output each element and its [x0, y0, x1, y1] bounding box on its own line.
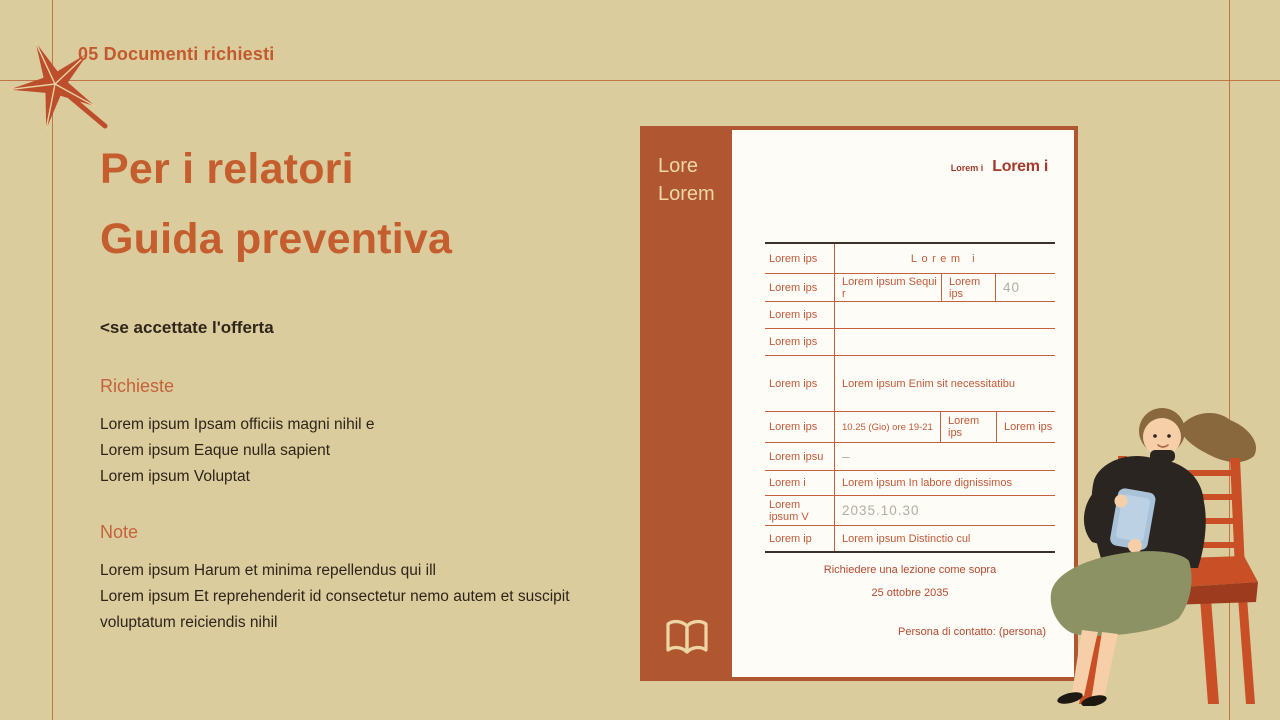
- row-label: Lorem ips: [765, 274, 835, 301]
- section-list-note: [100, 558, 570, 636]
- table-row: [765, 356, 1055, 412]
- slide-title: [100, 134, 452, 274]
- table-row: [765, 329, 1055, 356]
- table-row: [765, 443, 1055, 471]
- row-cell: –: [842, 449, 851, 464]
- table-row: [765, 526, 1055, 553]
- document-footer-line1: Richiedere una lezione come sopra: [823, 564, 997, 576]
- table-row: [765, 412, 1055, 443]
- row-cell: 10.25 (Gio) ore 19-21: [835, 412, 941, 442]
- row-cell: Lorem ipsum Distinctio cul: [842, 532, 971, 545]
- table-row: [765, 274, 1055, 302]
- row-cell: [835, 329, 1055, 355]
- row-cell: Lorem ips: [941, 412, 997, 442]
- page-header-large: Lorem i: [992, 158, 1048, 175]
- section-heading-richieste: Richieste: [100, 376, 175, 396]
- slide-kicker: 05 Documenti richiesti: [78, 44, 275, 64]
- row-label: Lorem ipsu: [765, 443, 835, 470]
- list-item: Lorem ipsum Ipsam officiis magni nihil e: [100, 416, 375, 433]
- document-page: [732, 130, 1074, 677]
- document-sidebar: [640, 126, 732, 681]
- row-label: Lorem ips: [765, 356, 835, 411]
- row-label: Lorem i: [765, 471, 835, 495]
- table-row: [765, 471, 1055, 496]
- document-footer-line2: 25 ottobre 2035: [871, 587, 949, 599]
- table-row: [765, 496, 1055, 526]
- row-cell: Lorem ips: [1004, 421, 1053, 433]
- section-list-richieste: [100, 412, 570, 490]
- row-label: Lorem ips: [765, 412, 835, 442]
- row-cell: [835, 302, 1055, 328]
- document-table: [765, 242, 1055, 553]
- row-value: Lorem i: [910, 252, 980, 265]
- list-item: Lorem ipsum Voluptat: [100, 468, 250, 485]
- row-label: Lorem ips: [765, 329, 835, 355]
- row-cell: Lorem ipsum Sequi r: [835, 274, 942, 301]
- sidebar-title-line1: Lore: [658, 155, 699, 177]
- row-label: Lorem ip: [765, 526, 835, 551]
- list-item: Lorem ipsum Et reprehenderit id consectetur nemo autem et suscipit voluptatum reiciendis nihil: [100, 588, 570, 631]
- table-row: [765, 244, 1055, 274]
- document-mockup: [640, 126, 1078, 681]
- row-label: Lorem ipsum V: [765, 496, 835, 525]
- row-label: Lorem ips: [765, 302, 835, 328]
- document-page-header: [951, 158, 1048, 176]
- list-item: Lorem ipsum Eaque nulla sapient: [100, 442, 331, 459]
- slide-title-line2: Guida preventiva: [100, 215, 453, 263]
- row-cell: Lorem ips: [942, 274, 996, 301]
- section-heading-note: Note: [100, 522, 139, 542]
- woman-on-chair-illustration: [1032, 406, 1264, 706]
- slide-title-line1: Per i relatori: [100, 145, 354, 193]
- table-row: [765, 302, 1055, 329]
- document-contact: Persona di contatto: (persona): [898, 626, 1046, 638]
- row-label: Lorem ips: [765, 244, 835, 273]
- sidebar-title-line2: Lorem: [658, 183, 715, 205]
- row-cell: Lorem ipsum In labore dignissimos: [842, 477, 1012, 489]
- list-item: Lorem ipsum Harum et minima repellendus qui ill: [100, 562, 436, 579]
- page-header-small: Lorem i: [950, 163, 984, 173]
- row-cell: 2035.10.30: [842, 503, 920, 518]
- row-cell: Lorem ipsum Enim sit necessitatibu: [842, 377, 1016, 390]
- open-book-icon: [664, 617, 710, 659]
- row-cell: 40: [1003, 280, 1021, 295]
- slide-subtitle: <se accettate l'offerta: [100, 318, 274, 337]
- frame-horizontal-line: [0, 80, 1280, 81]
